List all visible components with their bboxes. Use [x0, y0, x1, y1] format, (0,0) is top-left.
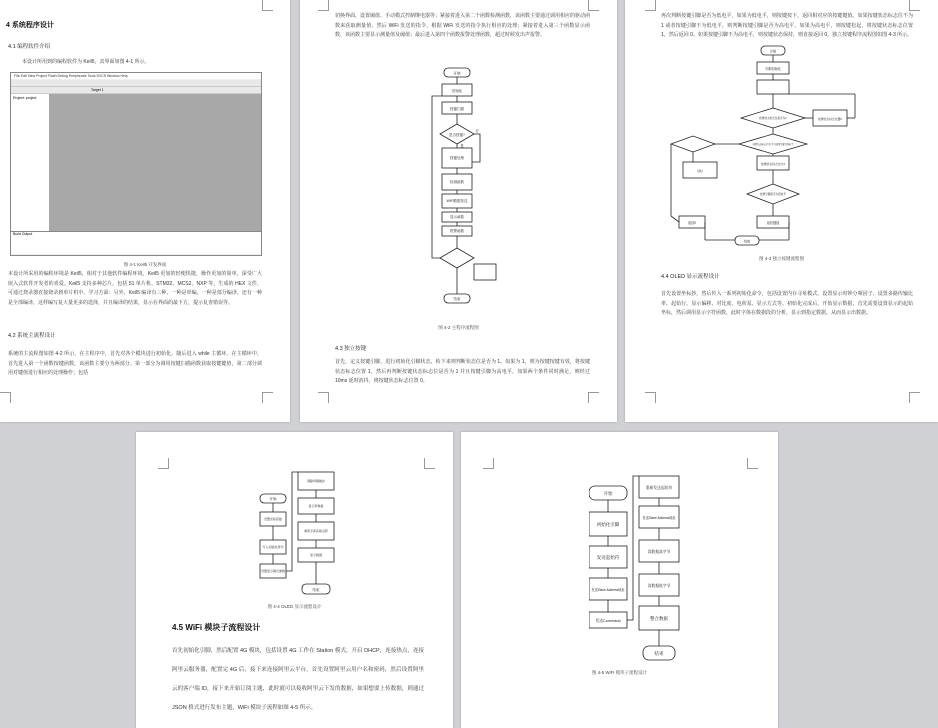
flow-node-label: 显示函数 — [450, 215, 464, 219]
flow-node-label: 发送Slave Address地址 — [642, 516, 676, 520]
flow-node-label: 结束 — [453, 297, 461, 301]
flow-node-label: WiFi数据发送 — [446, 199, 468, 203]
flow-node-label: 报警函数 — [450, 229, 464, 233]
flow-node-label: 重新发送起始符 — [645, 486, 673, 490]
flow-node-label: 结束 — [312, 588, 320, 592]
flow-node-label: 按键状态标志位是否为1 — [759, 117, 787, 120]
flow-node-label: 开始 — [269, 497, 277, 501]
crop-mark — [158, 458, 169, 469]
flow-node-label: 延时 — [697, 169, 703, 173]
key-flowchart — [665, 44, 885, 250]
keil-target: Target 1 — [11, 87, 261, 94]
chapter-heading: 4 系统程序设计 — [6, 22, 54, 29]
keil-screenshot — [10, 72, 262, 256]
paragraph: 系统的主流程图如图 4-2 所示。在主程序中，首先对各个模块进行初始化，随后进入 while 主循环，在主循环中，首先进入第一个函数按键函数，该函数主要分为两部分。第一部分为调用按键扫描函数获取按键键值，第二部分调用对键值进行相应的处理操作；包括 — [8, 351, 262, 376]
flow-node-label: 写入初始化命令 — [262, 545, 284, 549]
section-heading: 4.3 独立按键 — [335, 346, 367, 352]
flow-node-label: 开始 — [769, 49, 777, 54]
flow-node-label: 否 — [475, 129, 479, 133]
flow-node-label: 按键引脚是否为低电平 — [760, 193, 786, 196]
flow-node-label: 设置显示模式参数 — [260, 569, 286, 573]
crop-mark — [645, 392, 656, 403]
figure-caption: 图 4-2 主程序流程图 — [438, 325, 479, 330]
figure-caption: 图 4-5 WiFi 模块子流程设计 — [591, 670, 648, 675]
wifi-flowchart — [589, 474, 689, 664]
keil-build-output: Build Output — [11, 231, 261, 254]
crop-mark — [747, 458, 758, 469]
paragraph: 切换界面、设置阈值、手动模式控制继电器等；紧接着进入第二个函数检测函数，该函数主要通过调用相应的驱动函数来获取测量值，然后 WiFi 发送的指令，根据 WiFi 发送的指令执行相应的处理；紧接着进入第三个函数显示函数，该函数主要显示测量值及阈值；最后进入第四个函数报警处理函数，超过时候发出声报警。 — [335, 13, 591, 38]
document-page-3 — [625, 0, 938, 422]
crop-mark — [483, 458, 494, 469]
flow-node-label: 发送起始符 — [596, 555, 620, 560]
flow-node-label: 显示数据 — [309, 553, 323, 557]
crop-mark — [262, 0, 273, 11]
flow-node-label: 调用字库获取点阵 — [303, 529, 329, 533]
flow-node-label: 结束 — [743, 239, 751, 244]
flow-node-label: 开始 — [603, 491, 613, 496]
document-page-2 — [300, 0, 617, 422]
paragraph: 首先初始化引脚，然后配置 4G 模块，包括设置 4G 工作在 Station 模式，开启 DHCP，连接热点，连接阿里云服务器，配置完 4G 后，接下来连接阿里云平台，首先设置阿里云用户名和密码，然后设置阿里云的客户端 ID，接下来开始订阅主题，此时就可以接收阿里云下发的数据，如果想要上传数据，则通过 JSON 格式进行发布主题，WiFi 模块子流程如图 4-5 所示。 — [172, 648, 424, 711]
flow-node-label: 是否按键? — [449, 133, 465, 137]
figure-caption: 图 4-3 独立按键流程图 — [758, 256, 804, 261]
flow-node-label: 引脚初始化 — [765, 67, 781, 71]
crop-mark — [0, 392, 11, 403]
flow-node-label: 返回键值 — [766, 221, 780, 225]
document-page-5 — [461, 432, 778, 728]
flow-node-label: 开始 — [453, 71, 461, 76]
flow-node-label: 设置坐标起始 — [263, 517, 283, 521]
crop-mark — [909, 0, 920, 11]
crop-mark — [645, 0, 656, 11]
flow-node-label: 发送Command — [595, 619, 621, 623]
flow-node-label: 发送Slave Address地址 — [591, 588, 625, 592]
flow-node-label: 按键处理 — [450, 156, 464, 160]
main-flowchart — [428, 66, 498, 312]
flow-node-label: 是 — [460, 144, 464, 148]
keil-toolbar — [11, 80, 261, 87]
keil-editor-area — [49, 94, 261, 231]
crop-mark — [318, 392, 329, 403]
crop-mark — [318, 0, 329, 11]
paragraph: 再次判断按键引脚是否为低电平，如果为低电平，则按键按下，返回相对应的按键键值。如果按键状态标志位不为 1 或者按键引脚不为低电平，则判断按键引脚是否为高电平，如果为高电平，则按键松起，将按键状态标志位置 1，然后返回 0。如果按键引脚不为高电平，则按键状态保持，则直接返回 0。独立按键程序流程图如图 4-3 所示。 — [661, 13, 913, 38]
flow-node-label: 读数据高字节 — [647, 550, 671, 554]
oled-flowchart — [254, 470, 354, 598]
flow-node-label: 显示屏参数 — [308, 504, 324, 508]
document-page-4 — [136, 432, 453, 728]
flow-node-label: 清除屏幕缓存 — [306, 479, 326, 483]
section-heading: 4.4 OLED 显示流程设计 — [661, 274, 720, 280]
paragraph: 首先，定义按键引脚，进行初始化引脚状态，检下来则判断状态位是否为 1。如果为 1，则为按键按键有效，将按键状态标志位置 1，然后再判断按键状态标志位是否为 1 并且按键引脚为高电平，如果两个条件同时满足，则经过 10ms 延时消抖，将按键状态标志位置 0。 — [335, 359, 590, 384]
flow-node-label: 整合数据 — [650, 616, 668, 621]
keil-menu-bar: File Edit View Project Flash Debug Peripherals Tools SVCS Window Help — [11, 73, 261, 79]
figure-caption: 图 4-1 Keil5 开发界面 — [123, 262, 167, 267]
flow-node-label: 按键状态标志位为1并且按键引脚为低电平 — [752, 144, 794, 146]
paragraph: 本设计所用到的编程软件为 Keil5，其界面如图 4-1 所示。 — [22, 59, 150, 65]
section-heading: 4.2 系统主流程设计 — [8, 333, 56, 339]
crop-mark — [588, 392, 599, 403]
section-heading: 4.1 编程软件介绍 — [8, 44, 51, 50]
flow-node-label: 按键状态标志位为1 — [761, 162, 785, 166]
flow-node-label: 初始化引脚 — [596, 522, 620, 527]
paragraph: 本设计所采用的编程环境是 Keil5，相对于其他软件编程环境，Keil5 更加的轻便快捷，操作更加的简单，深受广大嵌入式软件开发者的喜爱。Keil5 支持多种芯片，包括 51 单片机、STM32、MCS2、NXP 等，生成的 HEX 文件，可通过烧录器直接烧录到单片机中。学习方面：另外，Keil5 编译有三种，一种是单编，一种是部分编译，还有一种是全部编译，这样编写复大量更多的选择，并且编译的结果，显示在界面的最下方，提示复查错误等。 — [8, 271, 262, 306]
crop-mark — [588, 0, 599, 11]
flow-node-label: 返回0 — [687, 221, 697, 225]
keil-project-panel: Project: project — [11, 94, 50, 233]
flow-node-label: 按键扫描 — [450, 107, 464, 111]
flow-node-label: 初始化 — [451, 89, 463, 93]
flow-node-label: 检测函数 — [450, 180, 464, 184]
section-heading: 4.5 WiFi 模块子流程设计 — [172, 623, 261, 632]
crop-mark — [262, 392, 273, 403]
document-page-1 — [0, 0, 290, 422]
flow-node-label: 按键状态标志位置0 — [818, 117, 842, 121]
crop-mark — [909, 392, 920, 403]
figure-caption: 图 4-4 OLED 显示流程设计 — [267, 604, 322, 609]
flow-node-label: 结束 — [654, 651, 664, 656]
paragraph: 首先设置坐标抄，然后传入一系列初始化命令，包括设置内存寻址模式、设置显示时钟分频因子、设置多路传输比率、起始行、显示偏移、对比度、电荷泵、显示方式等。初始化完成后，开始显示数据，首先需要设置显示的起始坐标，然后调用显示字符函数，此时字体在数据段的分析，显示到指定数据，从而显示出数据。 — [661, 291, 913, 316]
crop-mark — [424, 458, 435, 469]
flow-node-label: 读数据低字节 — [647, 584, 671, 588]
